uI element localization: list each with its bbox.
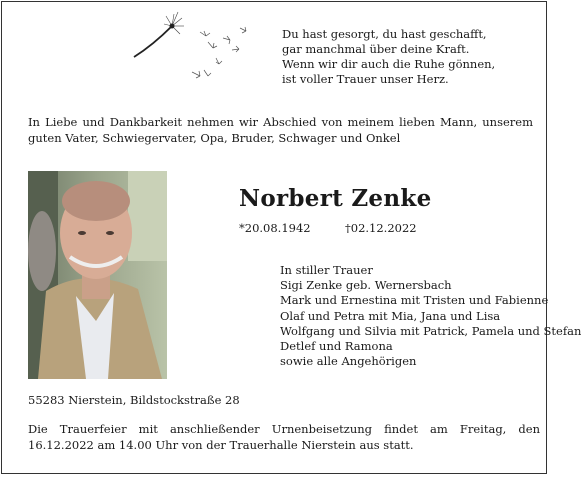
poem-line: Du hast gesorgt, du hast geschafft, bbox=[282, 27, 487, 41]
funeral-info: Die Trauerfeier mit anschließender Urnenbeisetzung findet am Freitag, den 16.12.2022 am 14.00 Uhr von der Trauerhalle Nierstein aus statt. bbox=[28, 422, 540, 452]
mourners-list bbox=[280, 263, 581, 369]
list-item: sowie alle Angehörigen bbox=[280, 354, 417, 369]
portrait-photo bbox=[28, 171, 167, 379]
list-item: Sigi Zenke geb. Wernersbach bbox=[280, 278, 452, 293]
address: 55283 Nierstein, Bildstockstraße 28 bbox=[28, 393, 240, 407]
farewell-intro: In Liebe und Dankbarkeit nehmen wir Abschied von meinem lieben Mann, unserem guten Vater, Schwiegervater, Opa, Bruder, Schwager und Onkel bbox=[28, 115, 533, 145]
list-item: Detlef und Ramona bbox=[280, 339, 393, 354]
birth-date: *20.08.1942 bbox=[239, 221, 311, 235]
list-item: Mark und Ernestina mit Tristen und Fabienne bbox=[280, 293, 549, 308]
list-item: In stiller Trauer bbox=[280, 263, 373, 277]
poem-line: Wenn wir dir auch die Ruhe gönnen, bbox=[282, 57, 496, 71]
death-date: †02.12.2022 bbox=[345, 221, 417, 235]
list-item: Olaf und Petra mit Mia, Jana und Lisa bbox=[280, 308, 501, 323]
list-item: Wolfgang und Silvia mit Patrick, Pamela und Stefan bbox=[280, 323, 581, 338]
poem bbox=[282, 27, 495, 87]
poem-line: ist voller Trauer unser Herz. bbox=[282, 72, 449, 86]
poem-line: gar manchmal über deine Kraft. bbox=[282, 42, 470, 56]
deceased-name: Norbert Zenke bbox=[239, 185, 432, 212]
dandelion-illustration bbox=[128, 10, 258, 85]
